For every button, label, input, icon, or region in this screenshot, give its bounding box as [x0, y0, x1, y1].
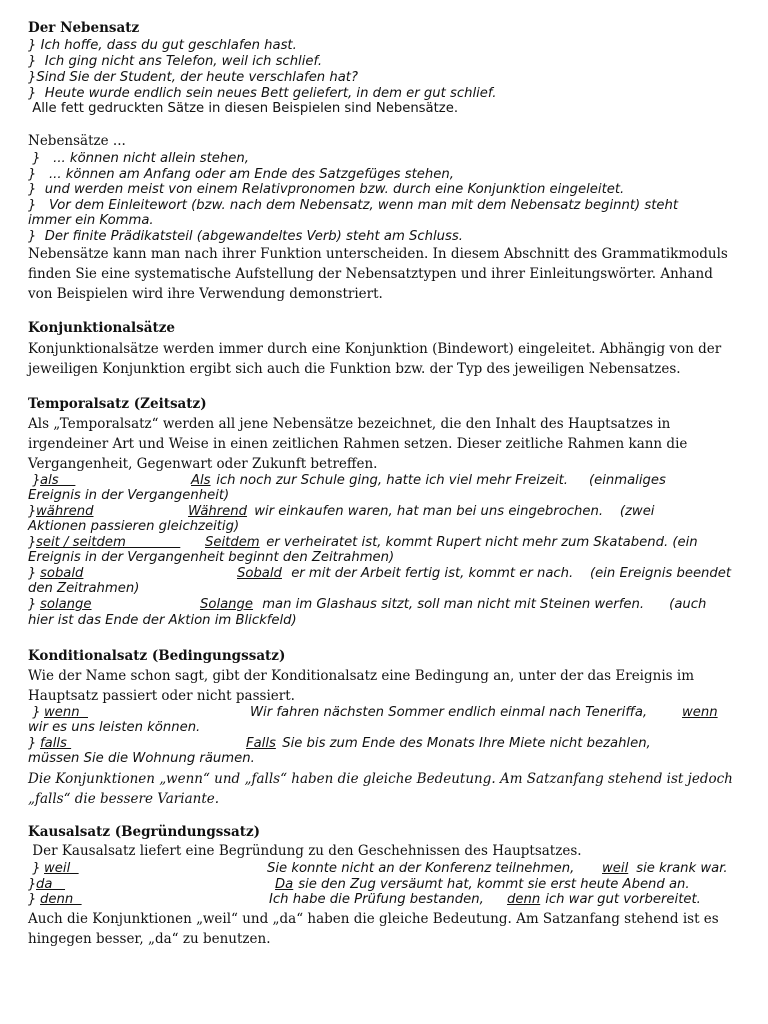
bullet-line: } ... können nicht allein stehen, [28, 151, 249, 166]
note-text: Alle fett gedruckten Sätze in diesen Beispielen sind Nebensätze. [28, 101, 459, 116]
conjunction: als [40, 473, 76, 488]
example-text: Ich habe die Prüfung bestanden, [269, 892, 488, 907]
bullet-line: } Vor dem Einleitewort (bzw. nach dem Nebensatz, wenn man mit dem Nebensatz beginnt) steht [28, 198, 679, 213]
paragraph: Konjunktionalsätze werden immer durch eine Konjunktion (Bindewort) eingeleitet. Abhängig von der jeweiligen Konjunktion ergibt sich auch die Funktion bzw. der Typ des jeweiligen Nebensatzes. [28, 341, 722, 377]
section-title-nebensatz: Der Nebensatz [28, 20, 140, 36]
example-text: man im Glashaus sitzt, soll man nicht mit Steinen werfen. (auch [258, 597, 707, 612]
bullet-line: } Der finite Prädikatsteil (abgewandeltes Verb) steht am Schluss. [28, 229, 463, 244]
example-text: sie den Zug versäumt hat, kommt sie erst heute Abend an. [294, 877, 690, 892]
paragraph: Der Kausalsatz liefert eine Begründung zu den Geschehnissen des Hauptsatzes. [28, 843, 582, 859]
bullet-line: immer ein Komma. [28, 213, 154, 228]
conjunction-in-example: Während [188, 504, 248, 519]
row-prefix: } [28, 566, 41, 581]
section-title-temporal: Temporalsatz (Zeitsatz) [28, 396, 207, 412]
row-prefix: } [28, 705, 45, 720]
example-text: Ereignis in der Vergangenheit) [28, 488, 230, 503]
conjunction: weil [44, 861, 79, 876]
example-line: } Ich hoffe, dass du gut geschlafen hast. [28, 38, 297, 53]
bullet-line: } ... können am Anfang oder am Ende des Satzgefüges stehen, [28, 167, 454, 182]
conjunction-in-example: Sobald [237, 566, 282, 581]
conjunction: sobald [40, 566, 84, 581]
example-text: müssen Sie die Wohnung räumen. [28, 751, 255, 766]
conjunction: falls [40, 736, 72, 751]
example-text: Sie konnte nicht an der Konferenz teilnehmen, [267, 861, 579, 876]
section-title-kausal: Kausalsatz (Begründungssatz) [28, 824, 261, 840]
example-text: Aktionen passieren gleichzeitig) [28, 519, 240, 534]
row-prefix: } [28, 473, 41, 488]
example-text: den Zeitrahmen) [28, 581, 140, 596]
conjunction-in-example: Solange [200, 597, 254, 612]
conjunction-in-example: Da [275, 877, 294, 892]
paragraph: Als „Temporalsatz“ werden all jene Nebensätze bezeichnet, die den Inhalt des Hauptsatzes in irgendeiner Art und Weise in einen zeitlichen Rahmen setzen. Dieser zeitliche Rahmen kann die Vergangenheit, Gegenwart oder Zukunft betreffen. [28, 416, 688, 472]
example-text: ich war gut vorbereitet. [541, 892, 701, 907]
example-text: er verheiratet ist, kommt Rupert nicht mehr zum Skatabend. (ein [262, 535, 698, 550]
row-prefix: } [28, 597, 41, 612]
conjunction-in-example: denn [507, 892, 541, 907]
example-text: wir es uns leisten können. [28, 720, 201, 735]
example-text: wir einkaufen waren, hat man bei uns eingebrochen. (zwei [250, 504, 655, 519]
example-text: Sie bis zum Ende des Monats Ihre Miete nicht bezahlen, [278, 736, 651, 751]
example-text: sie krank war. [632, 861, 728, 876]
row-prefix: } [28, 736, 41, 751]
example-line: } Ich ging nicht ans Telefon, weil ich schlief. [28, 54, 323, 69]
conjunction-in-example: weil [602, 861, 629, 876]
row-prefix: } [28, 504, 37, 519]
section-title-konjunktional: Konjunktionalsätze [28, 320, 176, 336]
conjunction-in-example: Als [191, 473, 211, 488]
conjunction: da [36, 877, 66, 892]
example-text: hier ist das Ende der Aktion im Blickfeld) [28, 613, 297, 628]
example-line: }Sind Sie der Student, der heute verschlafen hat? [28, 70, 358, 85]
conjunction-in-example: Falls [246, 736, 276, 751]
section-title-konditional: Konditionalsatz (Bedingungssatz) [28, 648, 286, 664]
conjunction-in-example: wenn [682, 705, 718, 720]
conjunction: solange [40, 597, 92, 612]
row-prefix: } [28, 892, 41, 907]
conjunction: seit / seitdem [36, 535, 181, 550]
row-prefix: } [28, 535, 37, 550]
example-text: Wir fahren nächsten Sommer endlich einmal nach Teneriffa, [250, 705, 652, 720]
paragraph: Wie der Name schon sagt, gibt der Konditionalsatz eine Bedingung an, unter der das Ereignis im Hauptsatz passiert oder nicht passiert. [28, 668, 694, 704]
conjunction-in-example: Seitdem [205, 535, 260, 550]
conjunction: wenn [44, 705, 88, 720]
example-line: } Heute wurde endlich sein neues Bett geliefert, in dem er gut schlief. [28, 86, 497, 101]
example-text: er mit der Arbeit fertig ist, kommt er nach. (ein Ereignis beendet [287, 566, 732, 581]
note-text: Auch die Konjunktionen „weil“ und „da“ haben die gleiche Bedeutung. Am Satzanfang stehend ist es hingegen besser, „da“ zu benutzen. [28, 911, 719, 947]
row-prefix: } [28, 877, 37, 892]
row-prefix: } [28, 861, 45, 876]
bullet-line: } und werden meist von einem Relativpronomen bzw. durch eine Konjunktion eingeleitet. [28, 182, 625, 197]
note-text: Die Konjunktionen „wenn“ und „falls“ haben die gleiche Bedeutung. Am Satzanfang stehend ist jedoch „falls“ die bessere Variante. [28, 771, 733, 807]
intro-text: Nebensätze ... [28, 133, 126, 149]
example-text: Ereignis in der Vergangenheit beginnt den Zeitrahmen) [28, 550, 395, 565]
example-text: ich noch zur Schule ging, hatte ich viel mehr Freizeit. (einmaliges [212, 473, 666, 488]
conjunction: während [36, 504, 94, 519]
paragraph: Nebensätze kann man nach ihrer Funktion unterscheiden. In diesem Abschnitt des Grammatikmoduls finden Sie eine systematische Aufstellung der Nebensatztypen und ihrer Einleitungswörter. Anhand von Beispielen wird ihre Verwendung demonstriert. [28, 246, 728, 302]
conjunction: denn [40, 892, 82, 907]
